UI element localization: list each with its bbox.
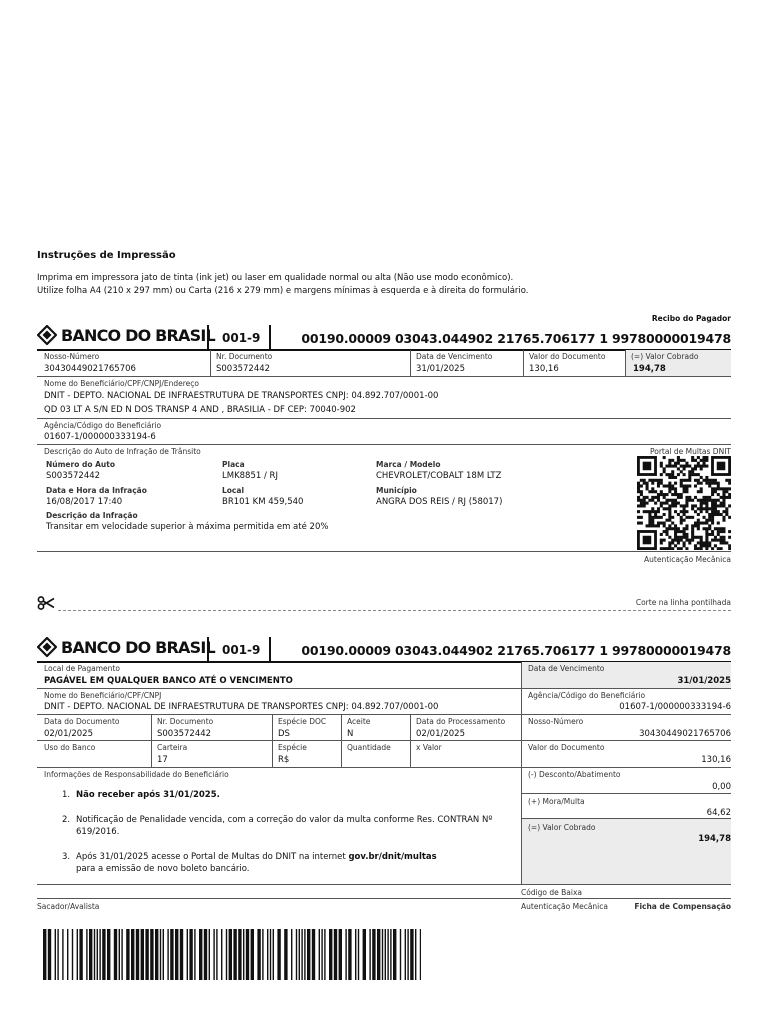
uso-banco-label: Uso do Banco: [44, 743, 96, 752]
local-label: Local: [222, 486, 245, 495]
data-hora-value: 16/08/2017 17:40: [46, 497, 123, 507]
x-valor-label: x Valor: [416, 743, 442, 752]
instr1-num: 1.: [62, 790, 71, 800]
municipio-label: Município: [376, 486, 417, 495]
bank-name: BANCO DO BRASIL: [61, 325, 215, 345]
valor-documento-label: Valor do Documento: [529, 352, 606, 361]
agencia-value: 01607-1/000000333194-6: [44, 432, 156, 442]
data-hora-label: Data e Hora da Infração: [46, 486, 147, 495]
valor-cobrado-label: (=) Valor Cobrado: [631, 352, 699, 361]
portal-label: Portal de Multas DNIT: [649, 447, 731, 456]
print-instructions-title: Instruções de Impressão: [37, 250, 176, 261]
valor-cobrado-value: 194,78: [633, 364, 666, 374]
banco-do-brasil-logo-icon: [37, 637, 57, 657]
ficha-nr-documento-value: S003572442: [157, 729, 212, 739]
aceite-value: N: [347, 729, 354, 739]
instr2-line2: 619/2016.: [76, 827, 120, 837]
instr1-text: Não receber após 31/01/2025.: [76, 790, 220, 800]
ficha-agencia-value: 01607-1/000000333194-6: [619, 702, 731, 712]
ficha-beneficiario-value: DNIT - DEPTO. NACIONAL DE INFRAESTRUTURA DE TRANSPORTES CNPJ: 04.892.707/0001-00: [44, 702, 439, 712]
auto-section-label: Descrição do Auto de Infração de Trânsito: [44, 447, 201, 456]
ficha-nosso-numero-value: 30430449021765706: [639, 729, 731, 739]
qr-code[interactable]: [634, 456, 731, 550]
digitable-line-ficha: 00190.00009 03043.044902 21765.706177 1 99780000019478: [301, 643, 731, 658]
print-instructions-line1: Imprima em impressora jato de tinta (ink jet) ou laser em qualidade normal ou alta (Não use modo econômico).: [37, 273, 514, 283]
carteira-value: 17: [157, 755, 168, 765]
ficha-nr-documento-label: Nr. Documento: [157, 717, 214, 726]
print-instructions-line2: Utilize folha A4 (210 x 297 mm) ou Carta (216 x 279 mm) e margens mínimas à esquerda e à direita do formulário.: [37, 286, 529, 296]
data-documento-label: Data do Documento: [44, 717, 120, 726]
valor-documento-value: 130,16: [529, 364, 559, 374]
instr3-line2: para a emissão de novo boleto bancário.: [76, 864, 250, 874]
instr3-num: 3.: [62, 852, 71, 862]
valor-cobrado-ficha-value: 194,78: [698, 834, 731, 844]
codigo-baixa-label: Código de Baixa: [521, 888, 583, 897]
bank-name-ficha: BANCO DO BRASIL: [61, 637, 215, 657]
cut-label: Corte na linha pontilhada: [635, 598, 731, 607]
especie-doc-label: Espécie DOC: [278, 717, 327, 726]
local-value: BR101 KM 459,540: [222, 497, 304, 507]
ficha-nosso-numero-label: Nosso-Número: [528, 717, 584, 726]
desconto-value: 0,00: [712, 782, 731, 792]
vencimento-label: Data de Vencimento: [416, 352, 493, 361]
aceite-label: Aceite: [347, 717, 371, 726]
ficha-compensacao-label: Ficha de Compensação: [634, 902, 731, 911]
bank-logo: [37, 325, 215, 345]
beneficiario-label: Nome do Beneficiário/CPF/CNPJ/Endereço: [44, 379, 199, 388]
ficha-valor-documento-value: 130,16: [701, 755, 731, 765]
beneficiario-line1: DNIT - DEPTO. NACIONAL DE INFRAESTRUTURA DE TRANSPORTES CNPJ: 04.892.707/0001-00: [44, 391, 439, 401]
marca-value: CHEVROLET/COBALT 18M LTZ: [376, 471, 502, 481]
ficha-valor-documento-label: Valor do Documento: [528, 743, 605, 752]
bank-code: 001-9: [222, 331, 261, 345]
bank-code-ficha: 001-9: [222, 643, 261, 657]
especie-label: Espécie: [278, 743, 307, 752]
digitable-line: 00190.00009 03043.044902 21765.706177 1 99780000019478: [301, 331, 731, 346]
vencimento-value: 31/01/2025: [416, 364, 465, 374]
nr-documento-value: S003572442: [216, 364, 271, 374]
info-label: Informações de Responsabilidade do Beneficiário: [44, 770, 229, 779]
placa-value: LMK8851 / RJ: [222, 471, 278, 481]
descricao-value: Transitar em velocidade superior à máxima permitida em até 20%: [46, 522, 329, 532]
especie-value: R$: [278, 755, 290, 765]
beneficiario-line2: QD 03 LT A S/N ED N DOS TRANSP 4 AND , BRASILIA - DF CEP: 70040-902: [44, 405, 356, 415]
receipt-header: Recibo do Pagador: [651, 314, 731, 323]
receipt-autenticacao-label: Autenticação Mecânica: [644, 555, 731, 564]
numero-auto-value: S003572442: [46, 471, 101, 481]
mora-label: (+) Mora/Multa: [528, 797, 585, 806]
data-processamento-value: 02/01/2025: [416, 729, 465, 739]
ficha-autenticacao-label: Autenticação Mecânica: [521, 902, 608, 911]
ficha-beneficiario-label: Nome do Beneficiário/CPF/CNPJ: [44, 691, 162, 700]
ficha-vencimento-label: Data de Vencimento: [528, 664, 605, 673]
carteira-label: Carteira: [157, 743, 188, 752]
descricao-label: Descrição da Infração: [46, 511, 138, 520]
ficha-vencimento-value: 31/01/2025: [677, 676, 731, 686]
scissors-icon: [37, 596, 55, 610]
cut-line: [58, 610, 731, 611]
placa-label: Placa: [222, 460, 245, 469]
data-documento-value: 02/01/2025: [44, 729, 93, 739]
data-processamento-label: Data do Processamento: [416, 717, 506, 726]
marca-label: Marca / Modelo: [376, 460, 441, 469]
ficha-agencia-label: Agência/Código do Beneficiário: [528, 691, 646, 700]
barcode: [43, 929, 421, 980]
instr2-num: 2.: [62, 815, 71, 825]
instr3-prefix: Após 31/01/2025 acesse o Portal de Multas do DNIT na internet: [76, 852, 349, 862]
instr3-line1: [76, 852, 437, 863]
especie-doc-value: DS: [278, 729, 290, 739]
instr2-line1: Notificação de Penalidade vencida, com a correção do valor da multa conforme Res. CONTRAN Nº: [76, 815, 493, 825]
municipio-value: ANGRA DOS REIS / RJ (58017): [376, 497, 503, 507]
agencia-label: Agência/Código do Beneficiário: [44, 421, 162, 430]
sacador-label: Sacador/Avalista: [37, 902, 100, 911]
mora-value: 64,62: [706, 808, 731, 818]
nosso-numero-label: Nosso-Número: [44, 352, 100, 361]
banco-do-brasil-logo-icon: [37, 325, 57, 345]
quantidade-label: Quantidade: [347, 743, 391, 752]
nr-documento-label: Nr. Documento: [216, 352, 273, 361]
numero-auto-label: Número do Auto: [46, 460, 115, 469]
local-pagamento-value: PAGÁVEL EM QUALQUER BANCO ATÉ O VENCIMENTO: [44, 676, 293, 686]
desconto-label: (-) Desconto/Abatimento: [528, 770, 621, 779]
instr3-link[interactable]: gov.br/dnit/multas: [348, 852, 437, 862]
nosso-numero-value: 30430449021765706: [44, 364, 136, 374]
local-pagamento-label: Local de Pagamento: [44, 664, 120, 673]
valor-cobrado-ficha-label: (=) Valor Cobrado: [528, 823, 596, 832]
bank-logo-ficha: [37, 637, 215, 657]
